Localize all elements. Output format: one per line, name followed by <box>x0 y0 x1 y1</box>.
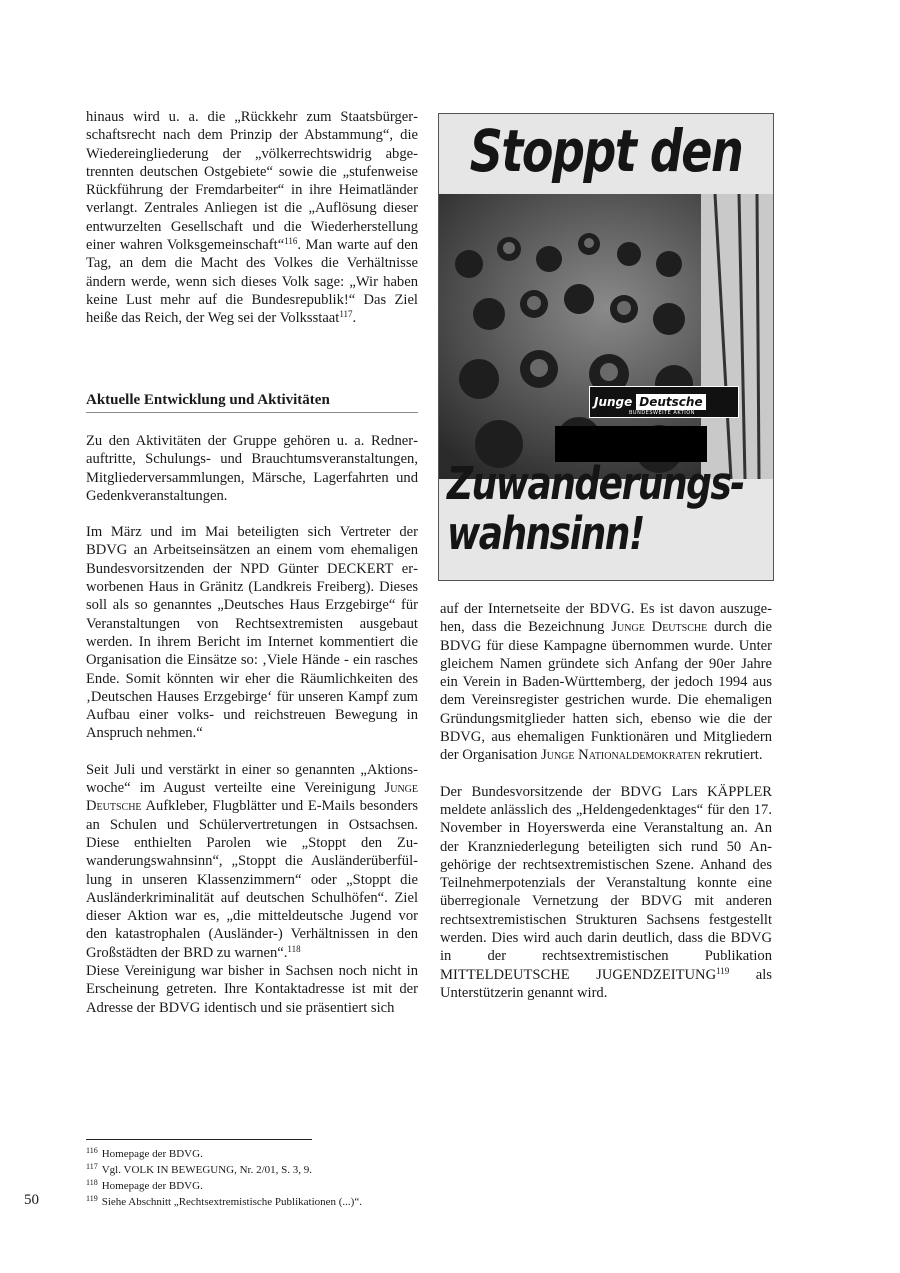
paragraph-2: Zu den Aktivitäten der Gruppe gehören u. a. Rednerauftritte, Schulungs- und Brauchtumsveranstaltungen, Mitgliederversammlungen, Märsche, Lagerfahrten und Gedenkveranstaltungen. <box>86 433 418 504</box>
footnote-ref-117[interactable]: 117 <box>339 309 353 320</box>
paragraph-5: Diese Vereinigung war bisher in Sachsen noch nicht in Erscheinung getreten. Ihre Kontaktadresse ist mit der Adresse der BDVG identisch und sie präsentiert sich <box>86 963 418 1016</box>
left-column-main <box>86 432 418 1017</box>
paragraph-6: auf der Internetseite der BDVG. Es ist davon auszugehen, dass die Bezeichnung Junge Deutsche durch die BDVG für diese Kampagne übernommen wurde. Unter gleichem Namen gründete sich Anfang der 90er Jahre ein Verein in Baden-Württemberg, der jedoch 1994 aus dem Vereinsregister gestrichen wurde. Die ehemaligen Gründungsmitglieder hatten sich, ebenso wie die der BDVG, aus ehemaligen Funktionären und Mitgliedern der Organisation Junge Nationaldemokraten rekrutiert. <box>440 601 772 764</box>
poster-title-line-1: Stoppt den <box>469 117 743 185</box>
footnote-119: $^{119}$ Siehe Abschnitt „Rechtsextremistische Publikationen (...)“. <box>86 1194 362 1208</box>
footnote-ref-116[interactable]: 116 <box>284 236 298 247</box>
right-column-main <box>440 600 772 1002</box>
footnote-118: $^{118}$ Homepage der BDVG. <box>86 1178 203 1192</box>
paragraph-1: hinaus wird u. a. die „Rückkehr zum Staatsbürgerschaftsrecht nach dem Prinzip der Abstammung“, die Wiedereingliederung der „völkerrechtswidrig abgetrennten deutschen Ostgebiete“ sowie die „stufenweise Rückführung der Fremdarbeiter“ in ihre Heimatländer verlangt. Zentrales Anliegen ist die „Auflösung dieser entwurzelten Gesellschaft und die Wiederherstellung einer wahren Volksgemeinschaft“$^{116}$. Man warte auf den Tag, an dem die Macht des Volkes die Verhältnisse ändern werde, wenn sich dieses Volk sage: „Wir haben keine Lust mehr auf die Bundesrepublik!“ Das Ziel heiße das Reich, der Weg sei der Volksstaat$^{117}$. <box>86 109 418 327</box>
poster-title-line-3: wahnsinn! <box>447 508 644 561</box>
left-column-top <box>86 108 418 328</box>
logo-word-2: Deutsche <box>636 394 705 410</box>
footnote-116: $^{116}$ Homepage der BDVG. <box>86 1146 203 1160</box>
footnote-ref-118[interactable]: 118 <box>287 943 301 954</box>
footnote-ref-119[interactable]: 119 <box>716 965 730 976</box>
section-heading: Aktuelle Entwicklung und Aktivitäten <box>86 392 418 413</box>
redaction-box <box>555 426 707 462</box>
page-number: 50 <box>24 1192 39 1208</box>
paragraph-4: Seit Juli und verstärkt in einer so genannten „Aktionswoche“ im August verteilte eine Vereinigung Junge Deutsche Aufkleber, Flugblätter und E-Mails besonders an Schulen und Schülervertretungen in Ostsachsen. Diese enthielten Parolen wie „Stoppt den Zuwanderungswahnsinn“, „Stoppt die Ausländerüberfüllung in unseren Klassenzimmern“ oder „Stoppt die Ausländerkriminalität auf deutschen Schulhöfen“. Ziel dieser Aktion war es, „die mitteldeutsche Jugend vor den katastrophalen (Ausländer-) Verhältnissen in den Großstädten der BRD zu warnen“.$^{118}$ <box>86 761 418 961</box>
footnote-divider <box>86 1139 312 1140</box>
footnote-117: $^{117}$ Vgl. VOLK IN BEWEGUNG, Nr. 2/01, S. 3, 9. <box>86 1162 313 1176</box>
footnotes <box>86 1146 362 1210</box>
campaign-poster <box>438 113 774 581</box>
org-name-junge-deutsche: Junge Deutsche <box>86 780 418 815</box>
org-name-junge-nationaldemokraten: Junge Nationaldemokraten <box>541 747 701 764</box>
logo-word-1: Junge <box>594 395 633 409</box>
poster-title-line-2: Zuwanderungs- <box>447 458 744 511</box>
org-name-junge-deutsche-2: Junge Deutsche <box>611 619 708 636</box>
paragraph-7: Der Bundesvorsitzende der BDVG Lars KÄPPLER meldete anlässlich des „Heldengedenktages“ für den 17. November in Hoyerswerda eine Veranstaltung an. An der Kranzniederlegung beteiligten sich rund 50 Angehörige der rechtsextremistischen Szene. Anhand des Teilnehmerpotenzials der Veranstaltung konnte eine überregionale Vernetzung der BDVG mit anderen rechtsextremistischen Strukturen Sachsens festgestellt werden. Dies wird auch darin deutlich, dass die BDVG in der rechtsextremistischen Publikation MITTELDEUTSCHE JUGENDZEITUNG$^{119}$ als Unterstützerin genannt wird. <box>440 783 772 1001</box>
paragraph-3: Im März und im Mai beteiligten sich Vertreter der BDVG an Arbeitseinsätzen an einem vom ehemaligen Bundesvorsitzenden der NPD Günter DECKERT erworbenen Haus in Gränitz (Landkreis Freiberg). Dieses soll als so genanntes „Deutsches Haus Erzgebirge“ für Veranstaltungen von Rechtsextremisten ausgebaut werden. In ihrem Bericht im Internet kommentiert die Organisation die Einsätze so: ‚Viele Hände - ein rasches Ende. Somit könnten wir eher die Räumlichkeiten des ‚Deutschen Hauses Erzgebirge‘ für unseren Kampf zum Aufbau einer volks- und reichstreuen Bewegung in Anspruch nehmen.“ <box>86 524 418 742</box>
logo-subtitle: BUNDESWEITE AKTION <box>629 410 695 416</box>
